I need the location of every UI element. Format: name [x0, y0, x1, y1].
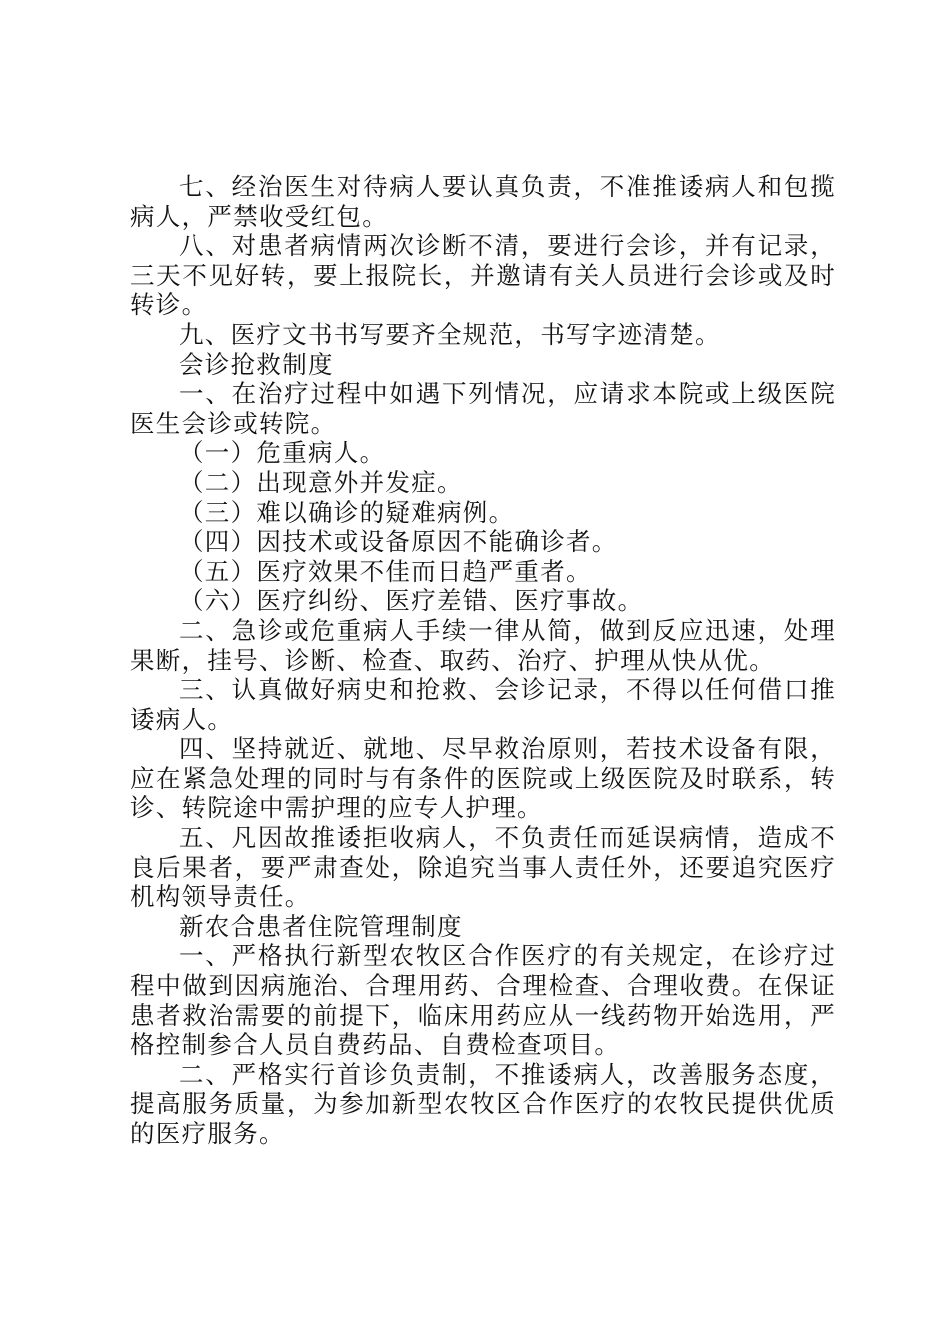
consult-item-2: （二）出现意外并发症。	[179, 467, 463, 497]
consult-item-4: （四）因技术或设备原因不能确诊者。	[179, 527, 618, 557]
inpatient-clause-one: 一、严格执行新型农牧区合作医疗的有关规定，在诊疗过程中做到因病施治、合理用药、合理检查、合理收费。在保证患者救治需要的前提下，临床用药应从一线药物开始选用，严格控制参合人员自费药品、自费检查项目。	[130, 941, 836, 1060]
consult-item-6: （六）医疗纠纷、医疗差错、医疗事故。	[179, 586, 644, 616]
document-page	[130, 172, 836, 1149]
consult-clause-one: 一、在治疗过程中如遇下列情况，应请求本院或上级医院医生会诊或转院。	[130, 379, 836, 438]
consult-item-5: （五）医疗效果不佳而日趋严重者。	[179, 556, 592, 586]
consult-clause-four: 四、坚持就近、就地、尽早救治原则，若技术设备有限，应在紧急处理的同时与有条件的医院或上级医院及时联系，转诊、转院途中需护理的应专人护理。	[130, 734, 836, 823]
clause-eight: 八、对患者病情两次诊断不清，要进行会诊，并有记录，三天不见好转，要上报院长，并邀请有关人员进行会诊或及时转诊。	[130, 231, 836, 320]
consult-item-1: （一）危重病人。	[179, 438, 386, 468]
section-title-consultation-rescue: 会诊抢救制度	[179, 349, 334, 379]
clause-seven: 七、经治医生对待病人要认真负责，不准推诿病人和包揽病人，严禁收受红包。	[130, 172, 836, 231]
consult-clause-two: 二、急诊或危重病人手续一律从简，做到反应迅速，处理果断，挂号、诊断、检查、取药、治疗、护理从快从优。	[130, 615, 836, 675]
section-title-inpatient-management: 新农合患者住院管理制度	[179, 911, 463, 941]
consult-clause-five: 五、凡因故推诿拒收病人，不负责任而延误病情，造成不良后果者，要严肃查处，除追究当事人责任外，还要追究医疗机构领导责任。	[130, 823, 836, 912]
consult-item-3: （三）难以确诊的疑难病例。	[179, 497, 515, 527]
consult-clause-three: 三、认真做好病史和抢救、会诊记录，不得以任何借口推诿病人。	[130, 675, 836, 734]
inpatient-clause-two: 二、严格实行首诊负责制，不推诿病人，改善服务态度，提高服务质量，为参加新型农牧区合作医疗的农牧民提供优质的医疗服务。	[130, 1059, 836, 1148]
clause-nine: 九、医疗文书书写要齐全规范，书写字迹清楚。	[179, 319, 721, 349]
